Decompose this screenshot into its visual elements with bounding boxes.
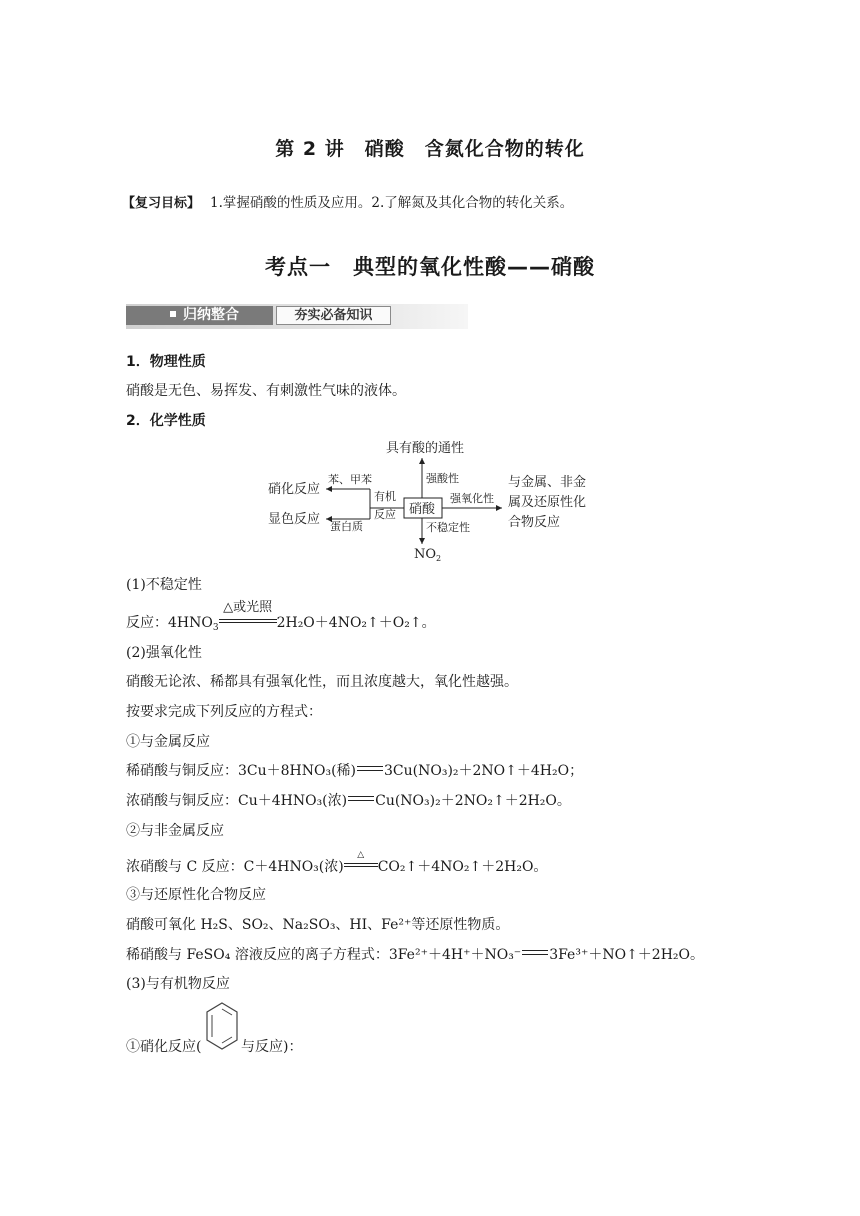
instruction-text: 按要求完成下列反应的方程式： <box>126 704 322 720</box>
no2-subscript: 2 <box>436 554 442 563</box>
diagram-left-label-1: 有机 <box>374 490 396 503</box>
banner-left <box>126 306 273 325</box>
condition-arrow <box>219 600 277 627</box>
diagram-center-label: 硝酸 <box>409 502 436 517</box>
eq-prefix: 反应：4HNO <box>126 615 213 631</box>
diagram-upper-branch: 苯、甲苯 <box>328 473 372 486</box>
nitration-prefix: ①硝化反应( <box>126 1039 202 1055</box>
diagram-lower-target: 显色反应 <box>268 512 321 527</box>
feso4-rhs: 3Fe³⁺＋NO↑＋2H₂O。 <box>549 947 705 963</box>
diagram-top-edge: 强酸性 <box>426 472 459 485</box>
nitration-suffix: 与反应)： <box>241 1039 303 1055</box>
oxidizing-text: 硝酸无论浓、稀都具有强氧化性，而且浓度越大，氧化性越强。 <box>126 674 518 690</box>
page-title: 第 2 讲 硝酸 含氮化合物的转化 <box>275 138 585 160</box>
dilute-copper-equation <box>126 760 583 780</box>
banner-left-label: 归纳整合 <box>183 307 239 323</box>
review-goals <box>122 191 573 211</box>
heading-nonmetal-reaction: ②与非金属反应 <box>126 823 224 839</box>
decomposition-equation: 反应：$4HNO_3$ △或光照 2H₂O＋4NO₂↑＋O₂↑。 <box>126 612 436 632</box>
heading-metal-reaction: ①与金属反应 <box>126 734 210 750</box>
condition-label: △或光照 <box>223 600 273 615</box>
dilute-cu-rhs: 3Cu(NO₃)₂＋2NO↑＋4H₂O； <box>384 763 584 779</box>
no2-formula: NO <box>414 547 437 562</box>
heat-condition <box>344 850 378 871</box>
diagram-left-label-2: 反应 <box>374 508 396 521</box>
diagram-bottom-edge: 不稳定性 <box>426 521 470 534</box>
section-title: 考点一 典型的氧化性酸——硝酸 <box>265 255 595 279</box>
nitration-line <box>126 1036 201 1056</box>
diagram-right-line-3: 合物反应 <box>508 515 561 530</box>
diagram-top-label: 具有酸的通性 <box>386 441 465 456</box>
carbon-equation <box>126 850 548 876</box>
review-goals-text: 1.掌握硝酸的性质及应用。2.了解氮及其化合物的转化关系。 <box>210 195 574 211</box>
heading-reducing-reaction: ③与还原性化合物反应 <box>126 887 266 903</box>
section-banner <box>126 304 468 329</box>
diagram-right-line-1: 与金属、非金 <box>508 475 587 490</box>
diagram-bottom-label <box>414 547 441 563</box>
physical-properties-text: 硝酸是无色、易挥发、有刺激性气味的液体。 <box>126 383 406 399</box>
heading-chemical-properties: 2．化学性质 <box>126 413 206 429</box>
dilute-cu-lhs: 稀硝酸与铜反应：3Cu＋8HNO₃(稀) <box>126 763 357 779</box>
conc-c-lhs: 浓硝酸与 C 反应：C＋4HNO₃(浓) <box>126 859 344 875</box>
reducing-text: 硝酸可氧化 H₂S、SO₂、Na₂SO₃、HI、Fe²⁺等还原性物质。 <box>126 917 510 933</box>
review-goals-tag: 【复习目标】 <box>122 196 201 211</box>
conc-cu-rhs: Cu(NO₃)₂＋2NO₂↑＋2H₂O。 <box>375 793 571 809</box>
heading-strong-oxidizing: (2)强氧化性 <box>126 645 202 661</box>
square-bullet-icon <box>170 311 176 317</box>
heading-organic-reaction: (3)与有机物反应 <box>126 976 230 992</box>
conc-c-rhs: CO₂↑＋4NO₂↑＋2H₂O。 <box>377 859 548 875</box>
feso4-lhs: 稀硝酸与 FeSO₄ 溶液反应的离子方程式：3Fe²⁺＋4H⁺＋NO₃⁻ <box>126 947 522 963</box>
conc-cu-lhs: 浓硝酸与铜反应：Cu＋4HNO₃(浓) <box>126 793 348 809</box>
benzene-ring-icon <box>204 1000 240 1056</box>
diagram-upper-target: 硝化反应 <box>268 482 321 497</box>
conc-copper-equation <box>126 790 571 810</box>
equals-sign <box>348 796 374 801</box>
diagram-right-line-2: 属及还原性化 <box>508 495 587 510</box>
chemical-properties-diagram <box>262 436 602 564</box>
equals-sign <box>522 950 548 955</box>
heading-instability: (1)不稳定性 <box>126 577 202 593</box>
banner-right: 夯实必备知识 <box>276 306 391 325</box>
heading-physical-properties: 1．物理性质 <box>126 354 206 370</box>
heat-label: △ <box>357 850 365 860</box>
equals-sign <box>357 766 383 771</box>
feso4-equation <box>126 944 704 964</box>
diagram-right-edge: 强氧化性 <box>450 492 494 505</box>
eq-suffix: 2H₂O＋4NO₂↑＋O₂↑。 <box>276 615 436 631</box>
diagram-lower-branch: 蛋白质 <box>330 520 363 533</box>
